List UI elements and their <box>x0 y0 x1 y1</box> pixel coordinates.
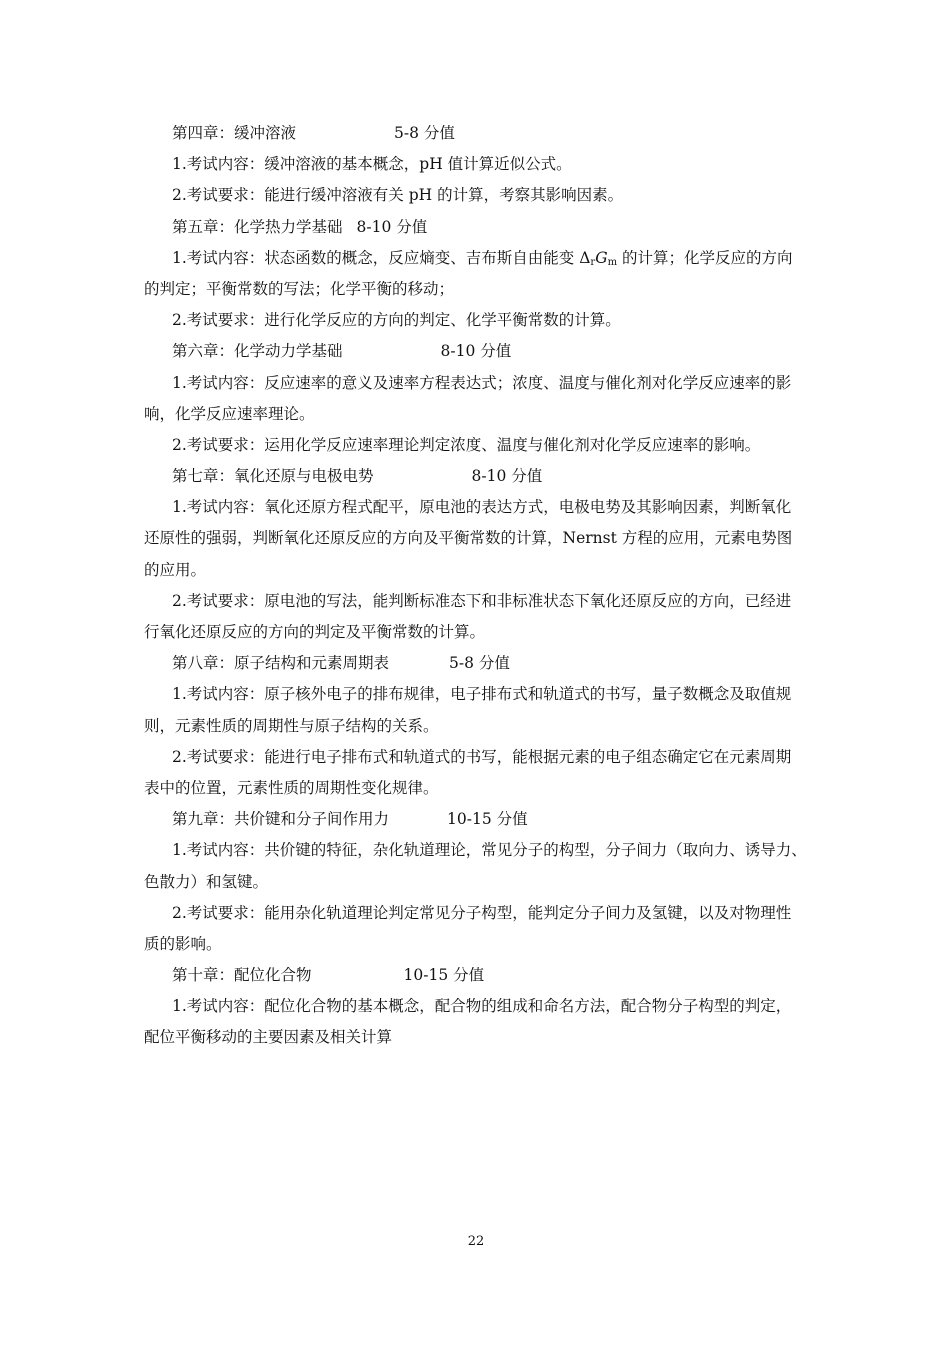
exam-content-continued: 的判定；平衡常数的写法；化学平衡的移动； <box>144 279 455 298</box>
exam-requirement-continued: 表中的位置，元素性质的周期性变化规律。 <box>144 778 439 797</box>
chapter-score: 10-15 分值 <box>403 966 485 985</box>
exam-content-continued: 还原性的强弱，判断氧化还原反应的方向及平衡常数的计算，Nernst 方程的应用，元素电势图 <box>144 529 793 548</box>
exam-requirement: 2.考试要求：能进行缓冲溶液有关 pH 的计算，考察其影响因素。 <box>172 186 624 205</box>
exam-requirement: 2.考试要求：运用化学反应速率理论判定浓度、温度与催化剂对化学反应速率的影响。 <box>172 435 761 454</box>
chapter-score: 5-8 分值 <box>449 654 510 673</box>
exam-requirement-continued: 质的影响。 <box>144 934 222 953</box>
chapter-title: 第七章：氧化还原与电极电势 <box>172 467 374 486</box>
exam-content-continued: 配位平衡移动的主要因素及相关计算 <box>144 1028 393 1047</box>
chapter-score: 5-8 分值 <box>394 124 455 142</box>
chapter-title: 第八章：原子结构和元素周期表 <box>172 654 390 673</box>
gibbs-symbol: $\Delta_rG_m$ <box>579 248 618 268</box>
page-content <box>144 118 834 1054</box>
chapter-heading <box>144 212 834 243</box>
chapter-score: 10-15 分值 <box>447 810 528 829</box>
chapter-title: 第四章：缓冲溶液 <box>172 124 297 142</box>
exam-requirement: 2.考试要求：原电池的写法，能判断标准态下和非标准状态下氧化还原反应的方向，已经进 <box>172 591 792 610</box>
exam-content: 1.考试内容：缓冲溶液的基本概念，pH 值计算近似公式。 <box>172 155 572 174</box>
exam-content: 1.考试内容：状态函数的概念，反应熵变、吉布斯自由能变 $\Delta_rG_m$ 的计算；化学反应的方向 <box>172 248 793 268</box>
exam-content-continued: 则，元素性质的周期性与原子结构的关系。 <box>144 716 439 735</box>
chapter-title: 第五章：化学热力学基础 <box>172 217 343 236</box>
chapter-heading <box>144 804 834 835</box>
exam-content: 1.考试内容：共价键的特征，杂化轨道理论，常见分子的构型，分子间力（取向力、诱导力、 <box>172 841 807 860</box>
chapter-score: 8-10 分值 <box>471 467 543 486</box>
exam-content: 1.考试内容：反应速率的意义及速率方程表达式；浓度、温度与催化剂对化学反应速率的影 <box>172 373 792 392</box>
exam-content: 1.考试内容：原子核外电子的排布规律，电子排布式和轨道式的书写，量子数概念及取值规 <box>172 685 792 704</box>
chapter-score: 8-10 分值 <box>356 217 428 236</box>
exam-content-continued: 色散力）和氢键。 <box>144 872 269 891</box>
chapter-title: 第十章：配位化合物 <box>172 966 312 985</box>
chapter-heading <box>144 336 834 367</box>
exam-requirement: 2.考试要求：能进行电子排布式和轨道式的书写，能根据元素的电子组态确定它在元素周期 <box>172 747 792 766</box>
exam-content: 1.考试内容：氧化还原方程式配平，原电池的表达方式，电极电势及其影响因素，判断氧化 <box>172 498 792 517</box>
chapter-title: 第九章：共价键和分子间作用力 <box>172 810 390 829</box>
exam-content-continued: 响，化学反应速率理论。 <box>144 404 315 423</box>
chapter-title: 第六章：化学动力学基础 <box>172 342 343 361</box>
chapter-score: 8-10 分值 <box>440 342 512 361</box>
exam-content-continued: 的应用。 <box>144 560 207 579</box>
exam-requirement-continued: 行氧化还原反应的方向的判定及平衡常数的计算。 <box>144 623 486 641</box>
chapter-heading <box>144 648 834 679</box>
page-number: 22 <box>467 1234 485 1249</box>
exam-content: 1.考试内容：配位化合物的基本概念，配合物的组成和命名方法，配合物分子构型的判定， <box>172 997 792 1016</box>
chapter-heading <box>144 960 834 991</box>
exam-requirement: 2.考试要求：进行化学反应的方向的判定、化学平衡常数的计算。 <box>172 311 621 330</box>
chapter-heading <box>144 118 834 149</box>
chapter-heading <box>144 461 834 492</box>
exam-requirement: 2.考试要求：能用杂化轨道理论判定常见分子构型，能判定分子间力及氢键，以及对物理性 <box>172 903 792 922</box>
